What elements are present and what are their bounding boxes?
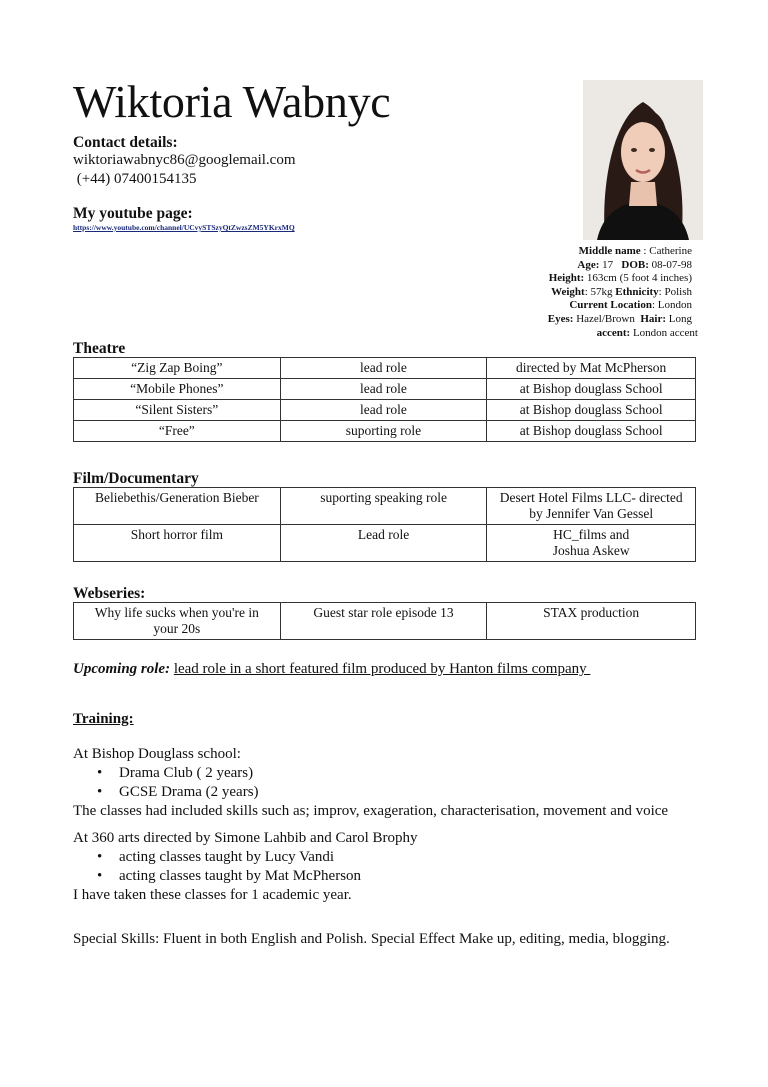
table-cell: suporting role	[280, 421, 487, 442]
table-row	[74, 379, 696, 400]
table-cell: “Silent Sisters”	[74, 400, 281, 421]
table-row	[74, 358, 696, 379]
training-arts	[73, 829, 713, 905]
stat-accent: accent: London accent	[596, 326, 698, 339]
page-title: Wiktoria Wabnyc	[73, 76, 391, 127]
training-bishop-intro: At Bishop Douglass school:	[73, 746, 241, 762]
table-cell: Beliebethis/Generation Bieber	[74, 488, 281, 525]
personal-stats	[432, 245, 698, 340]
table-cell: HC_films and Joshua Askew	[487, 525, 696, 562]
training-heading: Training:	[73, 711, 134, 727]
upcoming-role	[73, 660, 590, 679]
training-arts-note: I have taken these classes for 1 academic year.	[73, 887, 352, 903]
theatre-heading: Theatre	[73, 340, 126, 357]
table-cell: STAX production	[487, 603, 696, 640]
film-table	[73, 487, 696, 562]
youtube-heading: My youtube page:	[73, 205, 193, 222]
table-row	[74, 421, 696, 442]
stat-age-dob: Age: 17 DOB: 08-07-98	[577, 258, 692, 271]
table-cell: at Bishop douglass School	[487, 400, 696, 421]
table-cell: at Bishop douglass School	[487, 421, 696, 442]
upcoming-label: Upcoming role:	[73, 661, 171, 677]
table-cell: suporting speaking role	[280, 488, 487, 525]
stat-location: Current Location: London	[569, 299, 692, 312]
webseries-heading: Webseries:	[73, 585, 146, 602]
special-skills: Special Skills: Fluent in both English and Polish. Special Effect Make up, editing, media, blogging.	[73, 931, 670, 947]
youtube-link[interactable]: https://www.youtube.com/channel/UCvySTSzyQtZwzsZM5YKrxMQ	[73, 223, 295, 232]
stat-height: Height: 163cm (5 foot 4 inches)	[548, 272, 692, 285]
list-item: • GCSE Drama (2 years)	[97, 784, 259, 800]
table-cell: “Mobile Phones”	[74, 379, 281, 400]
stat-eyes-hair: Eyes: Hazel/Brown Hair: Long	[547, 312, 692, 325]
table-row	[74, 603, 696, 640]
headshot-image	[583, 80, 703, 240]
table-cell: Why life sucks when you're in your 20s	[74, 603, 281, 640]
table-cell: Desert Hotel Films LLC- directed by Jennifer Van Gessel	[487, 488, 696, 525]
bullet-icon: •	[97, 849, 103, 865]
table-row	[74, 525, 696, 562]
webseries-table	[73, 602, 696, 640]
table-row	[74, 400, 696, 421]
table-cell: lead role	[280, 379, 487, 400]
bullet-icon: •	[97, 868, 103, 884]
upcoming-text: lead role in a short featured film produced by Hanton films company	[173, 661, 591, 677]
theatre-table	[73, 357, 696, 442]
phone-number: (+44) 07400154135	[73, 171, 197, 187]
training-bishop	[73, 745, 713, 821]
table-row	[74, 488, 696, 525]
headshot-photo	[583, 80, 703, 240]
table-cell: lead role	[280, 400, 487, 421]
table-cell: directed by Mat McPherson	[487, 358, 696, 379]
table-cell: Lead role	[280, 525, 487, 562]
email-link[interactable]: wiktoriawabnyc86@googlemail.com	[73, 152, 296, 168]
table-cell: “Zig Zap Boing”	[74, 358, 281, 379]
training-bishop-note: The classes had included skills such as; improv, exageration, characterisation, movement and voice	[73, 803, 669, 819]
stat-weight-ethnicity: Weight: 57kg Ethnicity: Polish	[551, 285, 692, 298]
table-cell: Short horror film	[74, 525, 281, 562]
table-cell: at Bishop douglass School	[487, 379, 696, 400]
film-heading: Film/Documentary	[73, 470, 199, 487]
table-cell: Guest star role episode 13	[280, 603, 487, 640]
training-arts-intro: At 360 arts directed by Simone Lahbib and Carol Brophy	[73, 830, 418, 846]
list-item: • Drama Club ( 2 years)	[97, 765, 254, 781]
bullet-icon: •	[97, 784, 103, 800]
contact-heading: Contact details:	[73, 134, 178, 151]
bullet-icon: •	[97, 765, 103, 781]
table-cell: lead role	[280, 358, 487, 379]
list-item: • acting classes taught by Lucy Vandi	[97, 849, 335, 865]
stat-middle-name: Middle name : Catherine	[578, 245, 692, 257]
table-cell: “Free”	[74, 421, 281, 442]
list-item: • acting classes taught by Mat McPherson	[97, 868, 362, 884]
